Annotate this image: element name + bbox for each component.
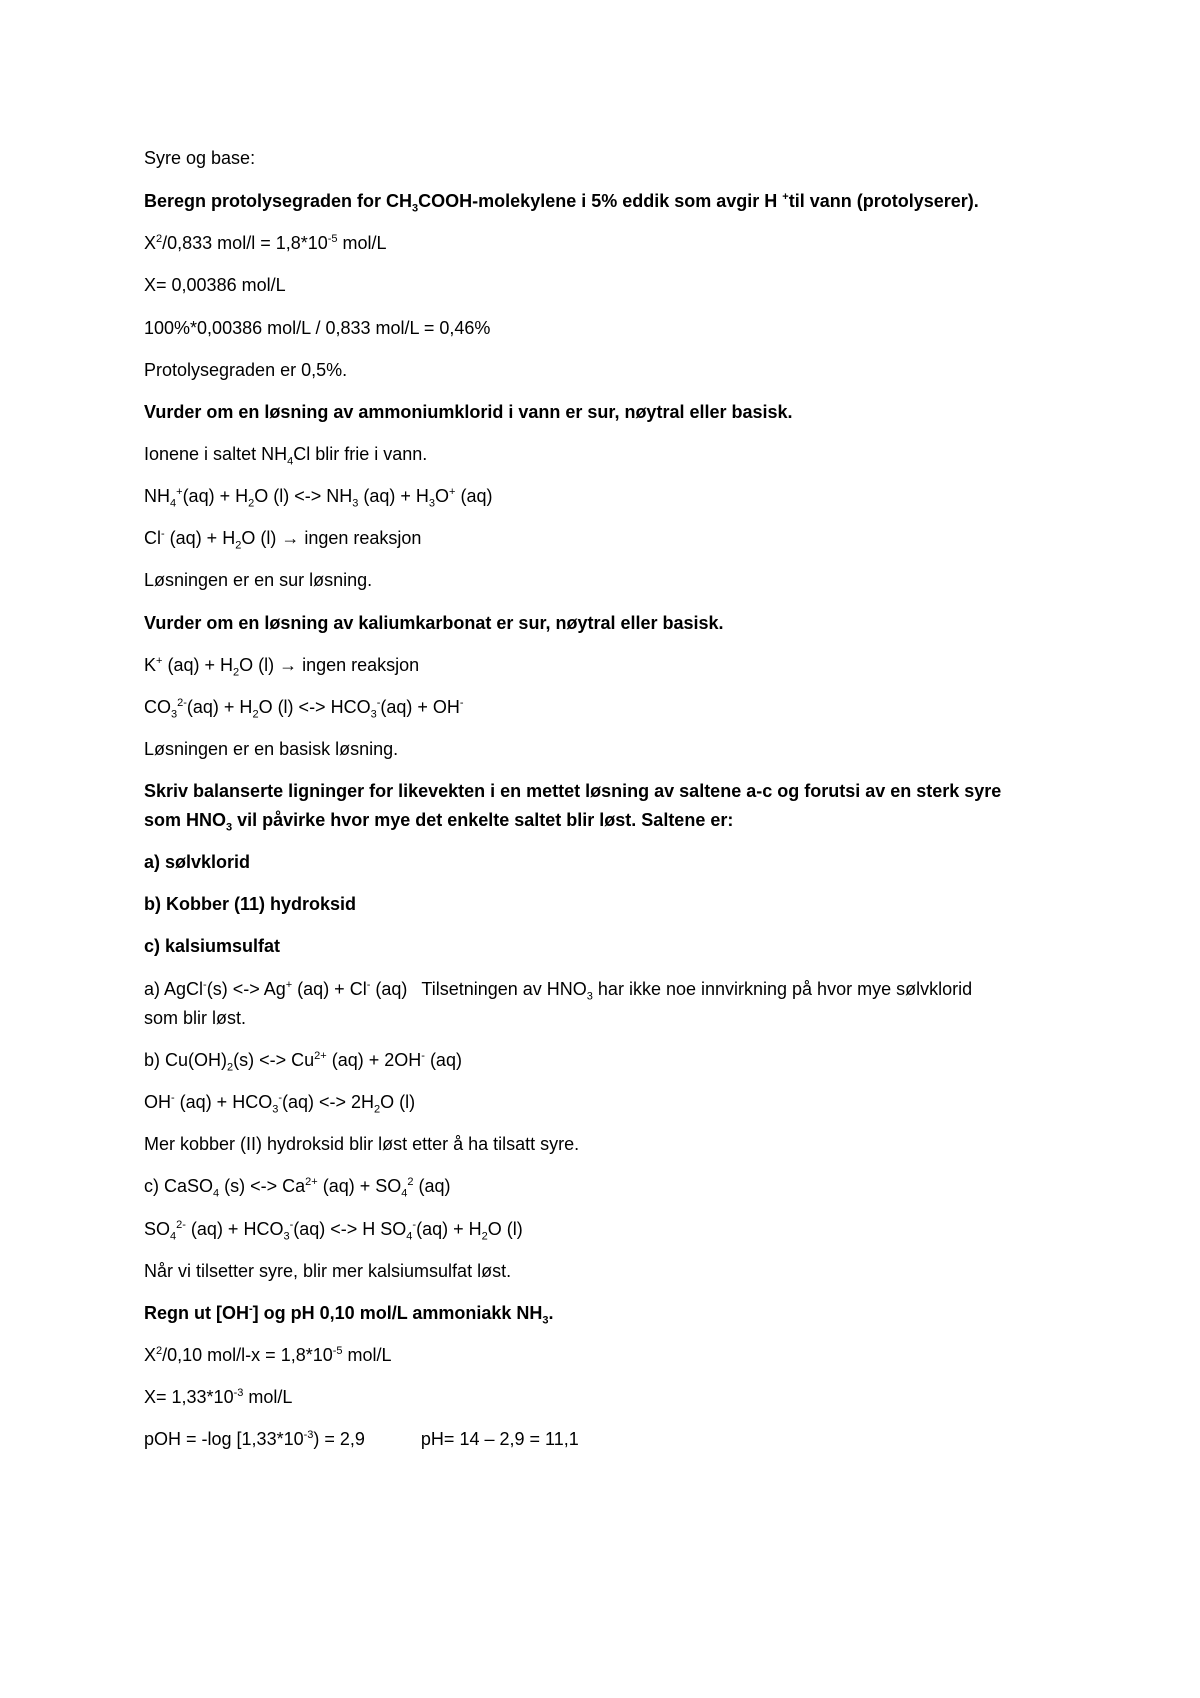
q4-answer-a-line-1: a) AgCl-(s) <-> Ag+ (aq) + Cl- (aq) Tilsetningen av $HNO_3$ har ikke noe innvirkning på hvor mye sølvklorid [144,979,973,1003]
q2-equation-1: $NH_4^+(aq) + H_2O$ (l) <-> $NH_3$ $(aq) + H_3O^+$ (aq) [144,486,493,510]
q2-answer: Løsningen er en sur løsning. [144,570,373,590]
q2-equation-2: Cl- $(aq) + H_2O$ (l) → ingen reaksjon [144,528,422,552]
question-4-line-1: Skriv balanserte ligninger for likevekten i en mettet løsning av saltene a-c og forutsi av en sterk syre [144,781,1002,801]
q4-answer-a-line-2: som blir løst. [144,1008,247,1028]
q4-answer-c-equation-1: c) CaSO$_4$ (s) <-> $Ca^{2+}$ $(aq) + SO_4^2$ (aq) [144,1176,451,1200]
q1-equation-2: X= 0,00386 mol/L [144,275,286,295]
question-5: Regn ut [OH-] og pH 0,10 mol/L ammoniakk $NH_3$. [144,1303,554,1327]
q4-answer-b-equation-2: OH- $(aq) + HCO_3^-(aq)$ <-> $2H_2O$ (l) [144,1092,416,1116]
q5-equation-2: $X= 1,33*10^{-3}$ mol/L [144,1387,293,1407]
q4-item-c: c) kalsiumsulfat [144,936,281,956]
heading: Syre og base: [144,148,256,168]
arrow-right-icon: → [281,528,300,548]
arrow-right-icon: → [279,655,298,675]
q1-equation-1: $X^2/0,833$ $mol/l = 1,8*10^{-5}$ mol/L [144,233,387,253]
q3-answer: Løsningen er en basisk løsning. [144,739,399,759]
question-1: Beregn protolysegraden for $CH_3COOH$-molekylene i 5% eddik som avgir H +til vann (protolyserer). [144,191,979,215]
q4-item-b: b) Kobber (11) hydroksid [144,894,357,914]
q3-equation-2: $CO_3^{2-}(aq) + H_2O$ (l) <-> $HCO_3^-(aq) + OH^-$ [144,697,464,721]
q5-equation-3: pOH = -log $[1,33*10^{-3}) = 2,9$ pH= 14 – 2,9 = 11,1 [144,1429,579,1449]
q4-answer-c-text: Når vi tilsetter syre, blir mer kalsiumsulfat løst. [144,1261,512,1281]
q4-answer-c-equation-2: $SO_4^{2-}$ $(aq) + HCO_3^-(aq)$ <-> H $SO_4^-(aq) + H_2O$ (l) [144,1219,523,1243]
question-3: Vurder om en løsning av kaliumkarbonat er sur, nøytral eller basisk. [144,613,724,633]
question-2: Vurder om en løsning av ammoniumklorid i vann er sur, nøytral eller basisk. [144,402,793,422]
q2-line-1: Ionene i saltet $NH_4Cl$ blir frie i vann. [144,444,428,468]
q5-equation-1: $X^2/0,10$ $mol/l-x = 1,8*10^{-5}$ mol/L [144,1345,392,1365]
q1-answer: Protolysegraden er 0,5%. [144,360,348,380]
q4-item-a: a) sølvklorid [144,852,251,872]
q1-equation-3: 100%*0,00386 mol/L / 0,833 mol/L = 0,46% [144,318,491,338]
q3-equation-1: K+ $(aq) + H_2O$ (l) → ingen reaksjon [144,655,420,679]
q4-answer-b-text: Mer kobber (II) hydroksid blir løst etter å ha tilsatt syre. [144,1134,580,1154]
q4-answer-b-equation-1: b) $Cu(OH)_2(s)$ <-> $Cu^{2+}$ (aq) + 2OH- (aq) [144,1050,462,1074]
question-4-line-2: som $HNO_3$ vil påvirke hvor mye det enkelte saltet blir løst. Saltene er: [144,810,734,834]
